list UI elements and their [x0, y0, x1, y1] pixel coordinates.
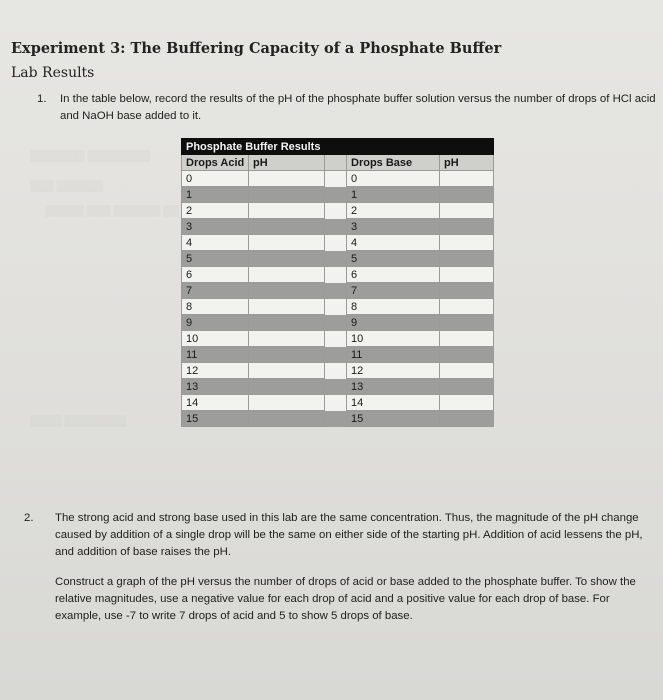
bleed-through-text: ▒▒▒▒▒ ▒▒▒ ▒▒▒▒▒▒ ▒▒ [45, 205, 179, 217]
table-row [182, 203, 494, 219]
item-paragraph: The strong acid and strong base used in this lab are the same concentration. Thus, the magnitude of the pH change caused by addition of a single drop will be the same on either side of the starting pH. Addition of acid lessens the pH, and addition of base raises the pH. [55, 512, 643, 558]
acid-drops-cell: 8 [182, 299, 249, 315]
base-drops-cell: 1 [347, 187, 440, 203]
base-drops-cell: 6 [347, 267, 440, 283]
table-row [182, 315, 494, 331]
table-row [182, 347, 494, 363]
base-drops-cell: 13 [347, 379, 440, 395]
base-drops-cell: 8 [347, 299, 440, 315]
base-ph-cell[interactable] [440, 203, 494, 219]
item-number: 1. [37, 93, 47, 105]
base-drops-cell: 9 [347, 315, 440, 331]
base-ph-cell[interactable] [440, 219, 494, 235]
base-ph-cell[interactable] [440, 411, 494, 427]
acid-ph-cell[interactable] [249, 219, 325, 235]
table-row [182, 171, 494, 187]
acid-drops-cell: 7 [182, 283, 249, 299]
base-drops-cell: 15 [347, 411, 440, 427]
acid-drops-cell: 10 [182, 331, 249, 347]
base-ph-cell[interactable] [440, 347, 494, 363]
acid-drops-cell: 2 [182, 203, 249, 219]
item-paragraph: Construct a graph of the pH versus the number of drops of acid or base added to the phosphate buffer. To show the relative magnitudes, use a negative value for each drop of acid and a positive value for each drop of base. For example, use -7 to write 7 drops of acid and 5 to show 5 drops of base. [55, 576, 636, 622]
table-row [182, 363, 494, 379]
table-row [182, 299, 494, 315]
acid-ph-cell[interactable] [249, 267, 325, 283]
acid-drops-cell: 11 [182, 347, 249, 363]
base-ph-cell[interactable] [440, 187, 494, 203]
acid-ph-cell[interactable] [249, 171, 325, 187]
table-row [182, 219, 494, 235]
acid-ph-cell[interactable] [249, 363, 325, 379]
acid-drops-cell: 3 [182, 219, 249, 235]
item-text: In the table below, record the results of the pH of the phosphate buffer solution versus the number of drops of HCl acid and NaOH base added to it. [60, 93, 656, 122]
acid-drops-cell: 1 [182, 187, 249, 203]
base-ph-cell[interactable] [440, 315, 494, 331]
bleed-through-text: ▒▒▒▒▒▒▒ ▒▒▒▒▒▒▒▒ [30, 150, 150, 162]
acid-ph-cell[interactable] [249, 251, 325, 267]
table-row [182, 395, 494, 411]
acid-drops-cell: 6 [182, 267, 249, 283]
table-row [182, 267, 494, 283]
section-heading: Lab Results [11, 65, 95, 81]
bleed-through-text: ▒▒▒ ▒▒▒▒▒▒ [30, 180, 104, 192]
acid-ph-cell[interactable] [249, 395, 325, 411]
base-ph-cell[interactable] [440, 251, 494, 267]
base-ph-cell[interactable] [440, 363, 494, 379]
base-ph-cell[interactable] [440, 379, 494, 395]
header-ph-base: pH [440, 155, 494, 171]
experiment-title: Experiment 3: The Buffering Capacity of a Phosphate Buffer [11, 40, 502, 57]
acid-drops-cell: 13 [182, 379, 249, 395]
header-drops-base: Drops Base [347, 155, 440, 171]
table-row [182, 283, 494, 299]
base-ph-cell[interactable] [440, 395, 494, 411]
base-ph-cell[interactable] [440, 267, 494, 283]
header-ph-acid: pH [249, 155, 325, 171]
acid-ph-cell[interactable] [249, 315, 325, 331]
table-row [182, 331, 494, 347]
base-drops-cell: 10 [347, 331, 440, 347]
table-row [182, 187, 494, 203]
acid-ph-cell[interactable] [249, 347, 325, 363]
base-drops-cell: 2 [347, 203, 440, 219]
base-ph-cell[interactable] [440, 235, 494, 251]
acid-ph-cell[interactable] [249, 203, 325, 219]
table-row [182, 251, 494, 267]
acid-drops-cell: 5 [182, 251, 249, 267]
acid-ph-cell[interactable] [249, 331, 325, 347]
instruction-item-2 [24, 510, 658, 625]
phosphate-buffer-results-table [181, 138, 494, 427]
table-caption: Phosphate Buffer Results [182, 139, 494, 155]
acid-ph-cell[interactable] [249, 379, 325, 395]
item-number: 2. [24, 512, 34, 524]
base-drops-cell: 7 [347, 283, 440, 299]
bleed-through-text: ▒▒▒▒ ▒▒▒▒▒▒▒▒ [30, 415, 127, 427]
base-drops-cell: 12 [347, 363, 440, 379]
acid-ph-cell[interactable] [249, 187, 325, 203]
base-ph-cell[interactable] [440, 171, 494, 187]
base-drops-cell: 3 [347, 219, 440, 235]
base-drops-cell: 4 [347, 235, 440, 251]
acid-ph-cell[interactable] [249, 235, 325, 251]
instruction-item-1 [37, 91, 657, 125]
table-row [182, 235, 494, 251]
base-ph-cell[interactable] [440, 331, 494, 347]
base-ph-cell[interactable] [440, 299, 494, 315]
acid-ph-cell[interactable] [249, 283, 325, 299]
table-row [182, 411, 494, 427]
acid-drops-cell: 9 [182, 315, 249, 331]
table-row [182, 379, 494, 395]
acid-drops-cell: 14 [182, 395, 249, 411]
acid-drops-cell: 15 [182, 411, 249, 427]
acid-drops-cell: 0 [182, 171, 249, 187]
base-drops-cell: 14 [347, 395, 440, 411]
acid-drops-cell: 4 [182, 235, 249, 251]
acid-drops-cell: 12 [182, 363, 249, 379]
acid-ph-cell[interactable] [249, 299, 325, 315]
base-ph-cell[interactable] [440, 283, 494, 299]
acid-ph-cell[interactable] [249, 411, 325, 427]
base-drops-cell: 11 [347, 347, 440, 363]
base-drops-cell: 5 [347, 251, 440, 267]
header-drops-acid: Drops Acid [182, 155, 249, 171]
base-drops-cell: 0 [347, 171, 440, 187]
